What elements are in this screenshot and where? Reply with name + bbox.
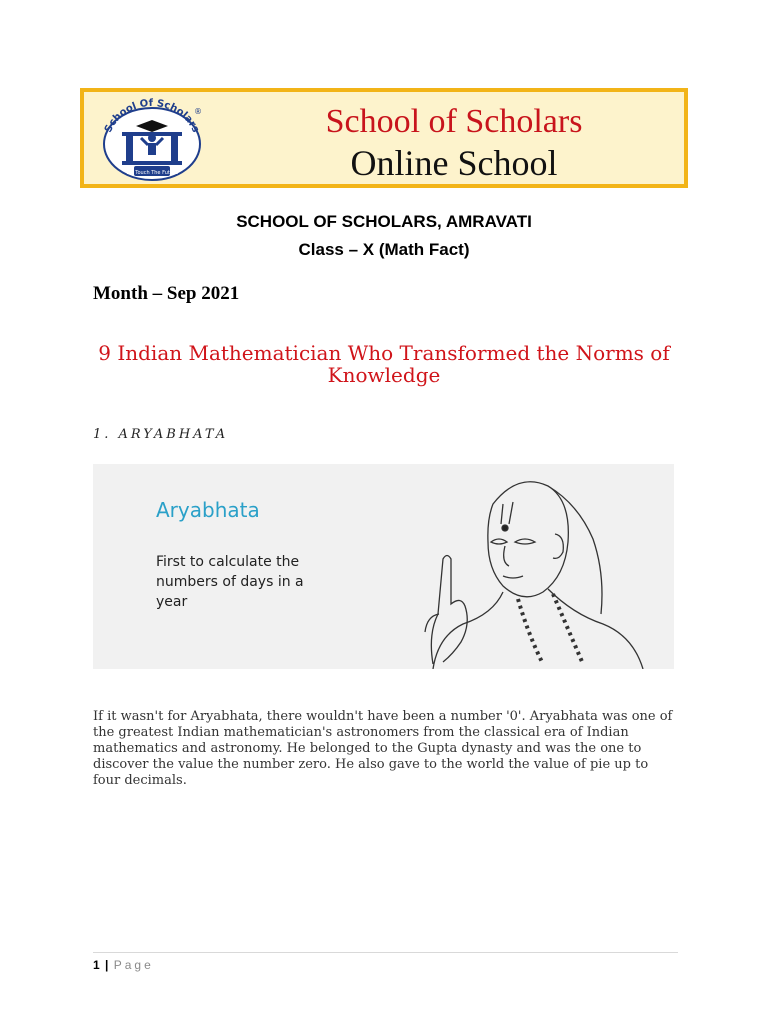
aryabhata-illustration xyxy=(343,464,673,669)
aryabhata-figure xyxy=(93,464,674,669)
banner-title-line1: School of Scholars xyxy=(325,103,583,140)
header-banner xyxy=(80,88,688,188)
page-footer xyxy=(93,958,154,972)
footer-separator: | xyxy=(105,958,109,972)
section-heading: 1. ARYABHATA xyxy=(93,427,229,442)
svg-text:School Of Scholars: School Of Scholars xyxy=(102,98,202,135)
class-heading: Class – X (Math Fact) xyxy=(298,240,470,259)
svg-text:We Touch The Future: We Touch The Future xyxy=(125,170,179,176)
page-label: Page xyxy=(113,958,154,972)
school-logo xyxy=(98,98,206,182)
figure-caption: First to calculate the numbers of days in a year xyxy=(156,554,304,610)
figure-title: Aryabhata xyxy=(156,498,260,522)
section-paragraph: If it wasn't for Aryabhata, there wouldn't have been a number '0'. Aryabhata was one of the greatest Indian mathematician's astronomers from the classical era of Indian mathematics and astronomy. He belonged to the Gupta dynasty and was the one to discover the value the number zero. He also gave to the world the value of pie up to four decimals. xyxy=(93,709,673,788)
svg-text:®: ® xyxy=(194,107,202,116)
banner-title xyxy=(234,102,674,184)
document-title: 9 Indian Mathematician Who Transformed the Norms of Knowledge xyxy=(98,341,670,387)
footer-divider xyxy=(93,952,678,953)
school-heading: SCHOOL OF SCHOLARS, AMRAVATI xyxy=(236,212,532,231)
month-label: Month – Sep 2021 xyxy=(93,283,240,304)
banner-title-line2: Online School xyxy=(350,143,558,183)
page-number: 1 xyxy=(93,958,100,972)
